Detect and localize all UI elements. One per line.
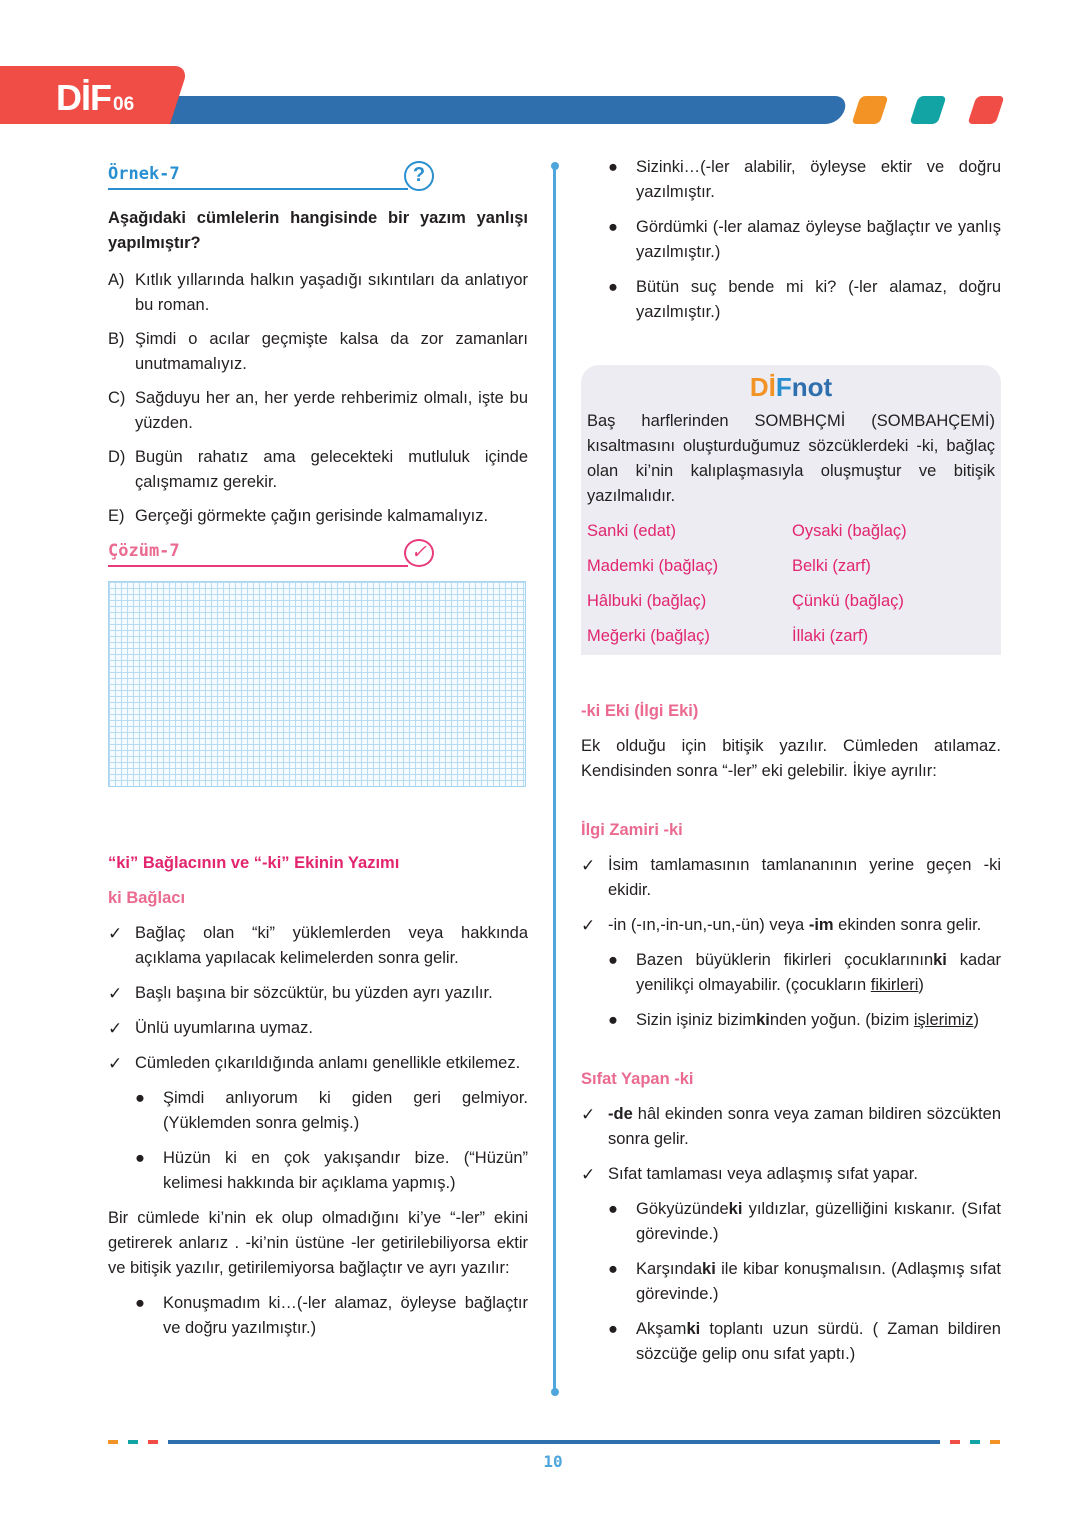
example-bullet: ● Gökyüzündeki yıldızlar, güzelliğini kıskanır. (Sıfat görevinde.) — [581, 1197, 1001, 1247]
example-bullet: ● Sizinki…(-ler alabilir, öyleyse ektir ve doğru yazılmıştır. — [581, 155, 1001, 205]
dif-logo: DİF 06 — [56, 77, 135, 118]
difnot-logo: DİFnot — [749, 372, 833, 402]
difnot-word: Hâlbuki (bağlaç) — [587, 592, 707, 610]
check-item: ✓ Sıfat tamlaması veya adlaşmış sıfat yapar. — [581, 1162, 1001, 1187]
difnot-box — [581, 365, 1001, 655]
check-icon: ✓ — [108, 1019, 123, 1038]
bullet-icon: ● — [135, 1294, 145, 1312]
example-bullet: ● Bütün suç bende mi ki? (-ler alamaz, doğru yazılmıştır.) — [581, 275, 1001, 325]
example-bullet: ● Hüzün ki en çok yakışandır bize. (“Hüzün” kelimesi hakkında bir açıklama yapmış.) — [108, 1146, 528, 1196]
check-icon: ✓ — [108, 1054, 123, 1073]
page-number: 10 — [543, 1452, 563, 1471]
check-item: ✓ Cümleden çıkarıldığında anlamı genellikle etkilemez. — [108, 1051, 528, 1076]
option-d: D) Bugün rahatız ama gelecekteki mutluluk içinde çalışmamız gerekir. — [108, 448, 528, 491]
example-bullet: ● Şimdi anlıyorum ki giden geri gelmiyor. (Yüklemden sonra gelmiş.) — [108, 1086, 528, 1136]
red-chip — [967, 96, 1004, 124]
bullet-icon: ● — [135, 1089, 145, 1107]
column-divider — [553, 166, 556, 1392]
ilgi-eki-title: -ki Eki (İlgi Eki) — [581, 702, 699, 720]
bullet-icon: ● — [608, 1260, 618, 1278]
check-item: ✓ Başlı başına bir sözcüktür, bu yüzden ayrı yazılır. — [108, 981, 528, 1006]
check-icon: ✓ — [581, 1105, 596, 1124]
bullet-icon: ● — [608, 951, 618, 969]
example-bullet: ● Sizin işiniz bizimkinden yoğun. (bizim işlerimiz) — [581, 1008, 1001, 1033]
sifat-title: Sıfat Yapan -ki — [581, 1070, 694, 1088]
check-item: ✓ -in (-ın,-in-un,-un,-ün) veya -im ekinden sonra gelir. — [581, 913, 1001, 938]
ilgi-zamiri-title: İlgi Zamiri -ki — [581, 821, 683, 839]
option-e: E) Gerçeği görmekte çağın gerisinde kalmamalıyız. — [108, 507, 489, 525]
footer-dash-red — [148, 1440, 158, 1444]
example-bullet: ● Konuşmadım ki…(-ler alamaz, öyleyse bağlaçtır ve doğru yazılmıştır.) — [108, 1291, 528, 1341]
difnot-word: Meğerki (bağlaç) — [587, 627, 710, 645]
bullet-icon: ● — [608, 278, 618, 296]
question-text: Aşağıdaki cümlelerin hangisinde bir yazım yanlışı yapılmıştır? — [108, 209, 528, 252]
check-item: ✓ Bağlaç olan “ki” yüklemlerden veya hakkında açıklama yapılacak kelimelerden sonra gelir. — [108, 921, 528, 971]
difnot-word: Belki (zarf) — [792, 557, 871, 575]
ki-paragraph: Bir cümlede ki’nin ek olup olmadığını ki’ye “-ler” ekini getirerek anlarız . -ki’nin üstüne -ler getirilebiliyorsa ektir ve bitişik yazılır, getirilemiyorsa bağlaçtır ve ayrı yazılır: — [108, 1209, 528, 1277]
option-c: C) Sağduyu her an, her yerde rehberimiz olmalı, işte bu yüzden. — [108, 389, 528, 432]
option-b: B) Şimdi o acılar geçmişte kalsa da zor zamanları unutmamalıyız. — [108, 330, 528, 373]
bullet-icon: ● — [608, 158, 618, 176]
difnot-word: Sanki (edat) — [587, 522, 676, 540]
difnot-word-list — [587, 519, 995, 649]
right-column — [581, 155, 1001, 1367]
example-bullet: ● Bazen büyüklerin fikirleri çocuklarınınki kadar yenilikçi olmayabilir. (çocukların fikirleri) — [581, 948, 1001, 998]
footer-dash-orange — [108, 1440, 118, 1444]
bullet-icon: ● — [608, 1011, 618, 1029]
example-title: Örnek-7 — [108, 164, 180, 184]
option-a: A) Kıtlık yıllarında halkın yaşadığı sıkıntıları da anlatıyor bu roman. — [108, 271, 528, 314]
footer-dash-orange — [990, 1440, 1000, 1444]
bullet-icon: ● — [608, 218, 618, 236]
difnot-word: Çünkü (bağlaç) — [792, 592, 904, 610]
difnot-text: Baş harflerinden SOMBHÇMİ (SOMBAHÇEMİ) kısaltmasını oluşturduğumuz sözcüklerdeki -ki, bağlaç olan ki’nin kalıplaşmasıyla oluşmuştur ve bitişik yazılmalıdır. — [587, 412, 995, 505]
example-bullet: ● Akşamki toplantı uzun sürdü. ( Zaman bildiren sözcüğe gelip onu sıfat yaptı.) — [581, 1317, 1001, 1367]
example-underline — [108, 188, 408, 190]
difnot-word: Oysaki (bağlaç) — [792, 522, 907, 540]
example-bullet: ● Karşındaki ile kibar konuşmalısın. (Adlaşmış sıfat görevinde.) — [581, 1257, 1001, 1307]
ki-baglaci-subtitle: ki Bağlacı — [108, 889, 186, 907]
check-icon: ✓ — [581, 856, 596, 875]
bullet-icon: ● — [608, 1200, 618, 1218]
check-icon: ✓ — [108, 924, 123, 943]
bullet-icon: ● — [608, 1320, 618, 1338]
footer-dash-red — [950, 1440, 960, 1444]
footer-line — [168, 1440, 940, 1444]
teal-chip — [909, 96, 946, 124]
solution-underline — [108, 565, 408, 567]
orange-chip — [851, 96, 888, 124]
left-column — [108, 160, 528, 1341]
bullet-icon: ● — [135, 1149, 145, 1167]
header-bar — [130, 96, 849, 124]
solution-grid — [108, 581, 526, 787]
ilgi-eki-text: Ek olduğu için bitişik yazılır. Cümleden atılamaz. Kendisinden sonra “-ler” eki gelebilir. İkiye ayrılır: — [581, 737, 1001, 780]
check-icon: ✓ — [108, 984, 123, 1003]
question-icon: ? — [404, 161, 434, 191]
difnot-word: İllaki (zarf) — [792, 627, 869, 645]
check-item: ✓ -de hâl ekinden sonra veya zaman bildiren sözcükten sonra gelir. — [581, 1102, 1001, 1152]
solution-header — [108, 537, 528, 569]
difnot-word: Mademki (bağlaç) — [587, 557, 719, 575]
check-item: ✓ İsim tamlamasının tamlananının yerine geçen -ki ekidir. — [581, 853, 1001, 903]
ki-section-title: “ki” Bağlacının ve “-ki” Ekinin Yazımı — [108, 854, 400, 872]
check-icon: ✓ — [581, 1165, 596, 1184]
footer-dash-teal — [970, 1440, 980, 1444]
example-bullet: ● Gördümki (-ler alamaz öyleyse bağlaçtır ve yanlış yazılmıştır.) — [581, 215, 1001, 265]
check-item: ✓ Ünlü uyumlarına uymaz. — [108, 1016, 528, 1041]
example-header — [108, 160, 528, 192]
solution-title: Çözüm-7 — [108, 541, 180, 561]
check-circle-icon: ✓ — [404, 539, 434, 567]
check-icon: ✓ — [581, 916, 596, 935]
footer-dash-teal — [128, 1440, 138, 1444]
